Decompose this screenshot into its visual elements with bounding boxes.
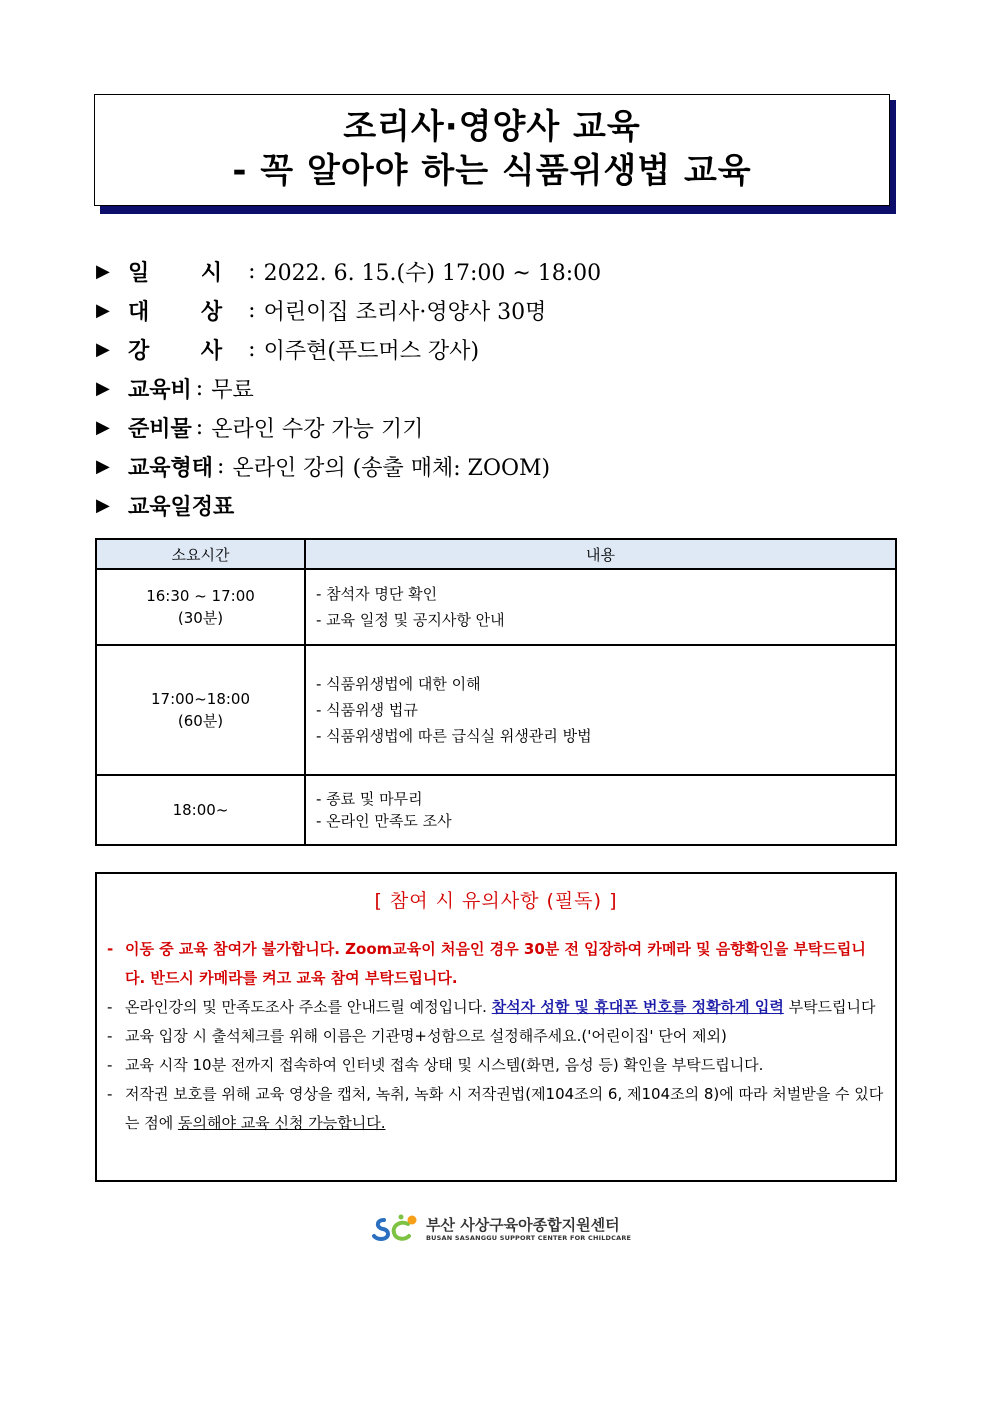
content-cell bbox=[305, 569, 896, 645]
info-value: 무료 bbox=[211, 378, 254, 403]
notice-item: - 저작권 보호를 위해 교육 영상을 캡처, 녹취, 녹화 시 저작권법(제104조의 6, 제104조의 8)에 따라 처벌받을 수 있다는 점에 동의해야 교육 신청 가능합니다. bbox=[107, 1080, 885, 1138]
info-row-instructor bbox=[96, 330, 896, 369]
notice-title: [ 참여 시 유의사항 (필독) ] bbox=[374, 890, 618, 912]
time-range: 18:00~ bbox=[172, 801, 229, 819]
time-cell bbox=[96, 645, 305, 775]
table-row bbox=[96, 569, 896, 645]
notice-text-part: 온라인강의 및 만족도조사 주소를 안내드릴 예정입니다. bbox=[125, 998, 492, 1016]
info-separator: : bbox=[195, 415, 204, 440]
notice-list bbox=[107, 935, 885, 1138]
list-item: - 참석자 명단 확인 bbox=[316, 585, 438, 603]
list-item: - 종료 및 마무리 bbox=[316, 790, 423, 808]
notice-box bbox=[95, 872, 897, 1182]
list-item: - 교육 일정 및 공지사항 안내 bbox=[316, 611, 505, 629]
info-separator: : bbox=[195, 376, 204, 401]
triangle-icon: ▶ bbox=[96, 417, 110, 438]
title-line-1: 조리사·영양사 교육 bbox=[343, 107, 641, 147]
footer-org-name-en: BUSAN SASANGGU SUPPORT CENTER FOR CHILDCARE bbox=[426, 1234, 632, 1242]
info-row-format bbox=[96, 447, 896, 486]
info-key: 준비물 bbox=[128, 416, 192, 442]
info-row-schedule bbox=[96, 486, 896, 525]
notice-underlined: 동의해야 교육 신청 가능합니다. bbox=[178, 1114, 386, 1132]
time-range: 16:30 ~ 17:00 bbox=[146, 587, 255, 605]
content-cell bbox=[305, 645, 896, 775]
info-separator: : bbox=[248, 298, 256, 323]
content-cell bbox=[305, 775, 896, 845]
table-row bbox=[96, 775, 896, 845]
triangle-icon: ▶ bbox=[96, 378, 110, 399]
info-key: 교육형태 bbox=[128, 455, 214, 481]
info-row-fee bbox=[96, 369, 896, 408]
info-key: 교육비 bbox=[128, 377, 192, 403]
info-separator: : bbox=[248, 337, 256, 362]
notice-item: - 온라인강의 및 만족도조사 주소를 안내드릴 예정입니다. 참석자 성함 및 휴대폰 번호를 정확하게 입력 부탁드립니다 bbox=[107, 993, 885, 1022]
info-separator: : bbox=[217, 454, 225, 479]
info-row-materials bbox=[96, 408, 896, 447]
column-header-content: 내용 bbox=[305, 539, 896, 569]
triangle-icon: ▶ bbox=[96, 300, 110, 321]
duration: (60분) bbox=[177, 712, 224, 730]
info-key: 일 시 bbox=[128, 260, 245, 286]
title-box bbox=[94, 94, 894, 214]
list-item: - 온라인 만족도 조사 bbox=[316, 812, 452, 830]
notice-text: 교육 입장 시 출석체크를 위해 이름은 기관명+성함으로 설정해주세요.('어린이집' 단어 제외) bbox=[125, 1027, 727, 1045]
notice-item: - 이동 중 교육 참여가 불가합니다. Zoom교육이 처음인 경우 30분 전 입장하여 카메라 및 음향확인을 부탁드립니다. 반드시 카메라를 켜고 교육 참여 부탁드립니다. bbox=[107, 935, 885, 993]
column-header-time: 소요시간 bbox=[96, 539, 305, 569]
notice-emphasis: 참석자 성함 및 휴대폰 번호를 정확하게 입력 bbox=[491, 998, 784, 1016]
notice-text: 교육 시작 10분 전까지 접속하여 인터넷 접속 상태 및 시스템(화면, 음성 등) 확인을 부탁드립니다. bbox=[125, 1056, 764, 1074]
notice-item: - 교육 입장 시 출석체크를 위해 이름은 기관명+성함으로 설정해주세요.('어린이집' 단어 제외) bbox=[107, 1022, 885, 1051]
notice-item: - 교육 시작 10분 전까지 접속하여 인터넷 접속 상태 및 시스템(화면, 음성 등) 확인을 부탁드립니다. bbox=[107, 1051, 885, 1080]
notice-text bbox=[125, 993, 876, 1022]
list-item: - 식품위생법에 따른 급식실 위생관리 방법 bbox=[316, 727, 592, 745]
notice-text-part: 부탁드립니다 bbox=[783, 998, 876, 1016]
footer-logo bbox=[370, 1212, 631, 1246]
time-cell bbox=[96, 775, 305, 845]
title-frame bbox=[94, 94, 890, 206]
time-cell bbox=[96, 569, 305, 645]
schedule-table bbox=[95, 538, 897, 846]
info-value: 온라인 강의 (송출 매체: ZOOM) bbox=[232, 456, 551, 481]
triangle-icon: ▶ bbox=[96, 495, 110, 516]
list-item: - 식품위생 법규 bbox=[316, 701, 418, 719]
table-row bbox=[96, 645, 896, 775]
title-line-2: - 꼭 알아야 하는 식품위생법 교육 bbox=[232, 151, 752, 191]
notice-text: 이동 중 교육 참여가 불가합니다. Zoom교육이 처음인 경우 30분 전 입장하여 카메라 및 음향확인을 부탁드립니다. 반드시 카메라를 켜고 교육 참여 부탁드립니다. bbox=[125, 940, 866, 987]
info-key: 강 사 bbox=[128, 338, 245, 364]
info-row-date bbox=[96, 252, 896, 291]
triangle-icon: ▶ bbox=[96, 456, 110, 477]
table-header-row bbox=[96, 539, 896, 569]
center-logo-icon bbox=[370, 1212, 420, 1246]
info-value: 어린이집 조리사·영양사 30명 bbox=[263, 300, 547, 325]
time-range: 17:00~18:00 bbox=[150, 690, 251, 708]
info-value: 온라인 수강 가능 기기 bbox=[211, 417, 424, 442]
triangle-icon: ▶ bbox=[96, 339, 110, 360]
footer-org-name: 부산 사상구육아종합지원센터 bbox=[426, 1216, 620, 1234]
info-row-target bbox=[96, 291, 896, 330]
info-list bbox=[96, 252, 896, 525]
info-value: 2022. 6. 15.(수) 17:00 ~ 18:00 bbox=[263, 261, 602, 286]
info-value: 이주현(푸드머스 강사) bbox=[263, 339, 480, 364]
duration: (30분) bbox=[177, 609, 224, 627]
notice-text-part: 저작권 보호를 위해 교육 영상을 캡처, 녹취, 녹화 시 저작권법(제104조의 6, 제104조의 8)에 따라 처벌받을 수 있다는 점에 bbox=[125, 1085, 884, 1132]
list-item: - 식품위생법에 대한 이해 bbox=[316, 675, 481, 693]
triangle-icon: ▶ bbox=[96, 261, 110, 282]
notice-text bbox=[125, 1080, 885, 1138]
info-key: 대 상 bbox=[128, 299, 245, 325]
info-separator: : bbox=[248, 259, 256, 284]
info-key: 교육일정표 bbox=[128, 494, 235, 520]
